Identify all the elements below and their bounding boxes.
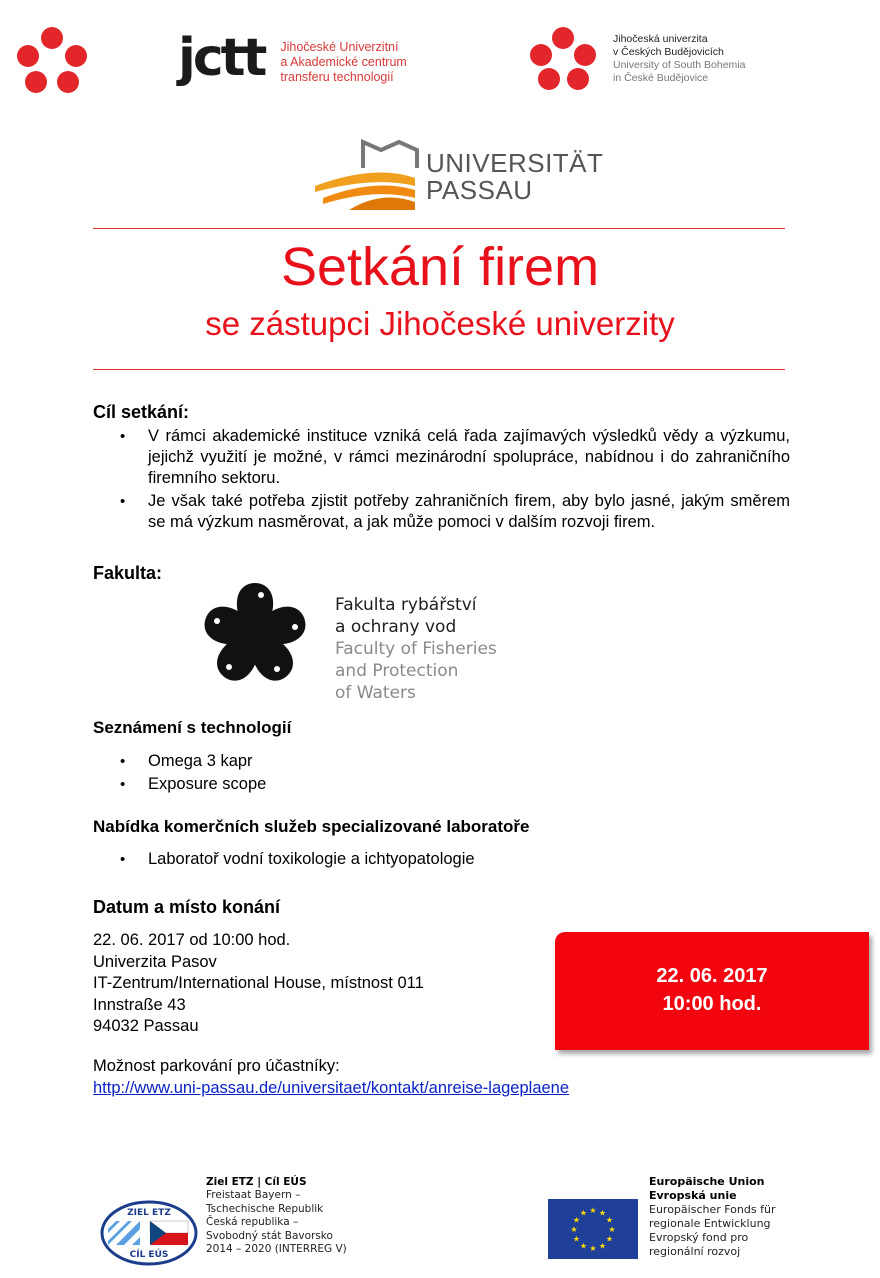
page-subtitle: se zástupci Jihočeské univerzity (205, 305, 675, 342)
parking-label: Možnost parkování pro účastníky: (93, 1057, 340, 1075)
venue-heading: Datum a místo konání (93, 897, 281, 917)
services-heading: Nabídka komerčních služeb specializované laboratoře (93, 817, 530, 836)
eu-star-icon: ★ (579, 1208, 588, 1218)
list-item: • Laboratoř vodní toxikologie a ichtyopatologie (120, 849, 620, 870)
venue-line: 94032 Passau (93, 1017, 199, 1035)
eu-text (649, 1175, 775, 1259)
technology-heading: Seznámení s technologií (93, 718, 292, 737)
divider-top (93, 228, 785, 229)
date-callout-date: 22. 06. 2017 (656, 965, 768, 987)
etz-logo-bottom: CÍL EÚS (129, 1250, 169, 1260)
faculty-name-en: of Waters (335, 683, 416, 703)
faculty-heading: Fakulta: (93, 563, 163, 583)
venue-line: Innstraße 43 (93, 995, 186, 1014)
jcu-name (613, 33, 745, 85)
eu-title: Evropská unie (649, 1189, 737, 1202)
jcu-dots-logo-right (530, 27, 600, 97)
jcu-name-en: University of South Bohemia (613, 59, 746, 71)
eu-star-icon: ★ (579, 1241, 588, 1251)
venue-line: 22. 06. 2017 od 10:00 hod. (93, 931, 291, 949)
eu-star-icon: ★ (605, 1234, 614, 1244)
list-item: • V rámci akademické instituce vzniká celá řada zajímavých výsledků vědy a výzkumu, jejichž využití je možné, v rámci mezinárodní spolupráce, nabídnou i do zahraničního firemního sektoru. (120, 426, 790, 489)
goal-list (120, 426, 790, 535)
eu-title: Europäische Union (649, 1175, 765, 1188)
jctt-text-line: Jihočeské Univerzitní (280, 40, 399, 54)
eu-star-icon: ★ (598, 1241, 607, 1251)
etz-text (206, 1176, 347, 1256)
venue-details (93, 930, 424, 1038)
eu-star-icon: ★ (589, 1244, 597, 1253)
etz-title: Ziel ETZ | Cíl EÚS (206, 1176, 307, 1188)
goal-heading: Cíl setkání: (93, 402, 190, 422)
etz-line: Freistaat Bayern – (206, 1189, 301, 1202)
eu-star-icon: ★ (570, 1225, 578, 1234)
jctt-text (280, 40, 406, 85)
jcu-name-en: in České Budějovice (613, 72, 709, 84)
eu-star-icon: ★ (605, 1215, 614, 1225)
date-callout-time: 10:00 hod. (662, 993, 762, 1015)
parking-info (93, 1056, 569, 1099)
faculty-name-cz: a ochrany vod (335, 617, 457, 637)
technology-list (120, 751, 520, 797)
list-item: • Exposure scope (120, 774, 520, 795)
page-title: Setkání firem (280, 237, 600, 297)
jcu-name-cz: Jihočeská univerzita (613, 33, 708, 45)
jctt-logo (178, 28, 407, 98)
divider-bottom (93, 369, 785, 370)
jctt-text-line: a Akademické centrum (280, 55, 407, 69)
eu-star-icon: ★ (572, 1215, 581, 1225)
parking-link[interactable]: http://www.uni-passau.de/universitaet/kontakt/anreise-lageplaene (93, 1078, 570, 1097)
jctt-mark: jctt (178, 28, 265, 88)
eu-flag-icon (548, 1199, 638, 1259)
etz-line: Svobodný stát Bavorsko (206, 1229, 333, 1242)
eu-star-icon: ★ (572, 1234, 581, 1244)
eu-line: regionale Entwicklung (649, 1217, 771, 1230)
passau-line: UNIVERSITÄT (426, 148, 604, 178)
ffpw-flower-logo (200, 580, 310, 690)
faculty-name-en: Faculty of Fisheries (335, 639, 497, 659)
passau-line: PASSAU (426, 175, 533, 205)
etz-line: 2014 – 2020 (INTERREG V) (206, 1243, 347, 1256)
jcu-name-cz: v Českých Budějovicích (613, 46, 724, 58)
etz-logo-top: ZIEL ETZ (127, 1208, 171, 1218)
eu-line: Europäischer Fonds für (649, 1203, 776, 1216)
etz-line: Tschechische Republik (206, 1202, 324, 1215)
venue-line: IT-Zentrum/International House, místnost 011 (93, 974, 424, 992)
date-callout-box (555, 932, 869, 1050)
eu-line: Evropský fond pro (649, 1231, 749, 1244)
eu-star-icon: ★ (598, 1208, 607, 1218)
services-list (120, 849, 620, 870)
list-item: • Omega 3 kapr (120, 751, 520, 772)
jctt-text-line: transferu technologií (280, 70, 394, 84)
venue-line: Univerzita Pasov (93, 952, 217, 971)
list-item: • Je však také potřeba zjistit potřeby zahraničních firem, aby bylo jasné, jakým směrem se má výzkum nasměrovat, a jak může pomoci v dalším rozvoji firem. (120, 491, 790, 533)
ziel-etz-logo (100, 1200, 198, 1266)
faculty-name-cz: Fakulta rybářství (335, 595, 477, 615)
eu-line: regionální rozvoj (649, 1245, 741, 1258)
eu-star-icon: ★ (589, 1206, 597, 1215)
faculty-name-en: and Protection (335, 661, 459, 681)
faculty-name (335, 594, 497, 704)
jcu-dots-logo-left (17, 27, 87, 97)
etz-line: Česká republika – (206, 1216, 299, 1229)
passau-logo-text (426, 150, 603, 204)
eu-star-icon: ★ (608, 1225, 616, 1234)
